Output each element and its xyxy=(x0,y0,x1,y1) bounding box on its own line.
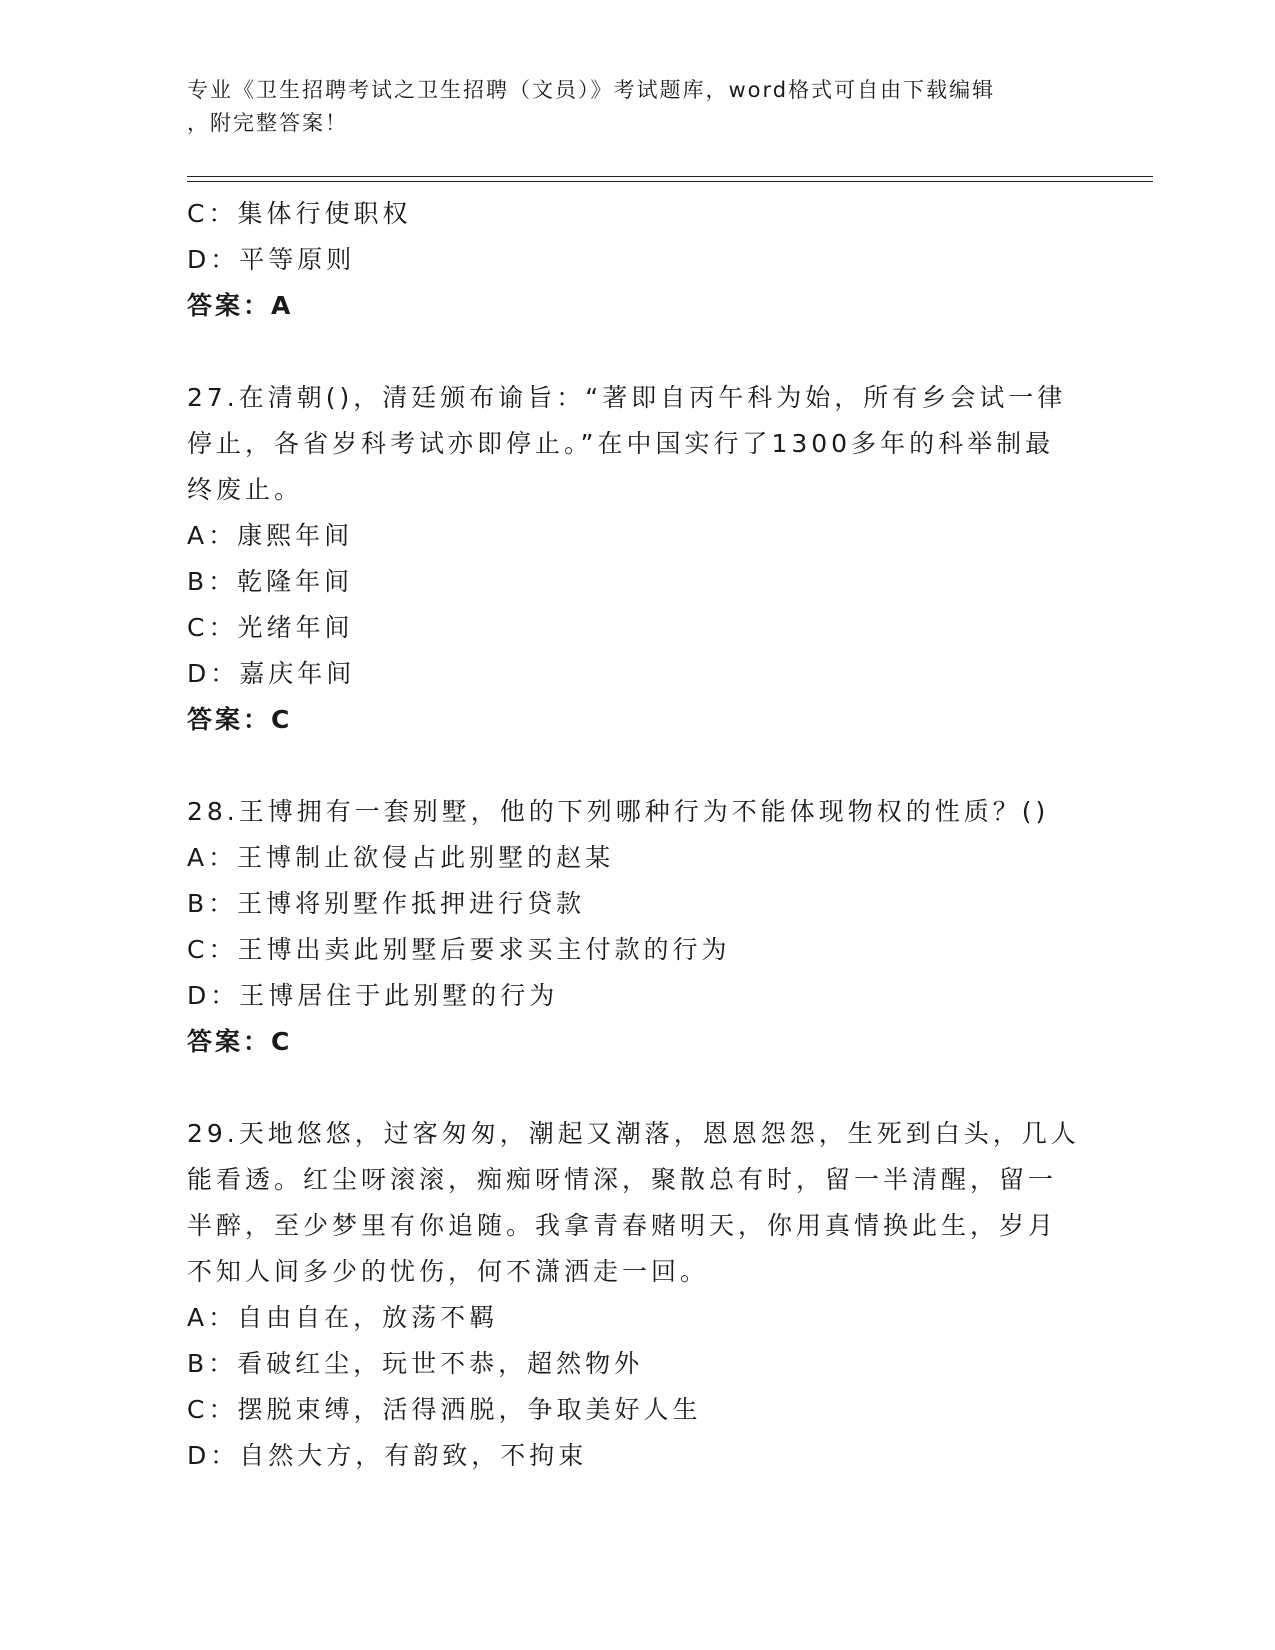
option-a: A：康熙年间 xyxy=(187,521,354,550)
option-a: A：王博制止欲侵占此别墅的赵某 xyxy=(187,843,615,872)
option-b: B：看破红尘，玩世不恭，超然物外 xyxy=(187,1349,644,1378)
option-c: C：光绪年间 xyxy=(187,613,354,642)
option-d: D：嘉庆年间 xyxy=(187,659,356,688)
option-c: C：王博出卖此别墅后要求买主付款的行为 xyxy=(187,935,731,964)
option-d: D：平等原则 xyxy=(187,245,356,274)
question-content xyxy=(187,191,1087,1479)
header-line-2: ，附完整答案！ xyxy=(187,111,348,135)
option-a: A：自由自在，放荡不羁 xyxy=(187,1303,499,1332)
page-header xyxy=(187,74,1067,140)
spacer xyxy=(187,1065,1087,1111)
question-27 xyxy=(187,375,1087,743)
question-stem-line: 停止，各省岁科考试亦即停止。”在中国实行了1300多年的科举制最 xyxy=(187,429,1055,458)
option-c: C：摆脱束缚，活得洒脱，争取美好人生 xyxy=(187,1395,702,1424)
previous-question xyxy=(187,191,1087,329)
question-28 xyxy=(187,789,1087,1065)
question-stem-line: 终废止。 xyxy=(187,475,304,504)
option-d: D：自然大方，有韵致，不拘束 xyxy=(187,1441,588,1470)
option-c: C：集体行使职权 xyxy=(187,199,412,228)
question-stem-line: 半醉，至少梦里有你追随。我拿青春赌明天，你用真情换此生，岁月 xyxy=(187,1211,1058,1240)
question-stem-line: 29.天地悠悠，过客匆匆，潮起又潮落，恩恩怨怨，生死到白头，几人 xyxy=(187,1119,1080,1148)
question-stem-line: 能看透。红尘呀滚滚，痴痴呀情深，聚散总有时，留一半清醒，留一 xyxy=(187,1165,1058,1194)
question-29 xyxy=(187,1111,1087,1479)
question-stem-line: 27.在清朝()，清廷颁布谕旨：“著即自丙午科为始，所有乡会试一律 xyxy=(187,383,1067,412)
header-line-1: 专业《卫生招聘考试之卫生招聘（文员）》考试题库，word格式可自由下载编辑 xyxy=(187,78,996,102)
option-d: D：王博居住于此别墅的行为 xyxy=(187,981,559,1010)
option-b: B：王博将别墅作抵押进行贷款 xyxy=(187,889,586,918)
answer-line: 答案：C xyxy=(187,1027,293,1056)
option-b: B：乾隆年间 xyxy=(187,567,354,596)
header-divider-bottom xyxy=(187,181,1153,182)
header-divider-top xyxy=(187,176,1153,177)
question-stem-line: 28.王博拥有一套别墅，他的下列哪种行为不能体现物权的性质？() xyxy=(187,797,1050,826)
answer-line: 答案：A xyxy=(187,291,294,320)
question-stem-line: 不知人间多少的忧伤，何不潇洒走一回。 xyxy=(187,1257,710,1286)
spacer xyxy=(187,329,1087,375)
answer-line: 答案：C xyxy=(187,705,293,734)
spacer xyxy=(187,743,1087,789)
